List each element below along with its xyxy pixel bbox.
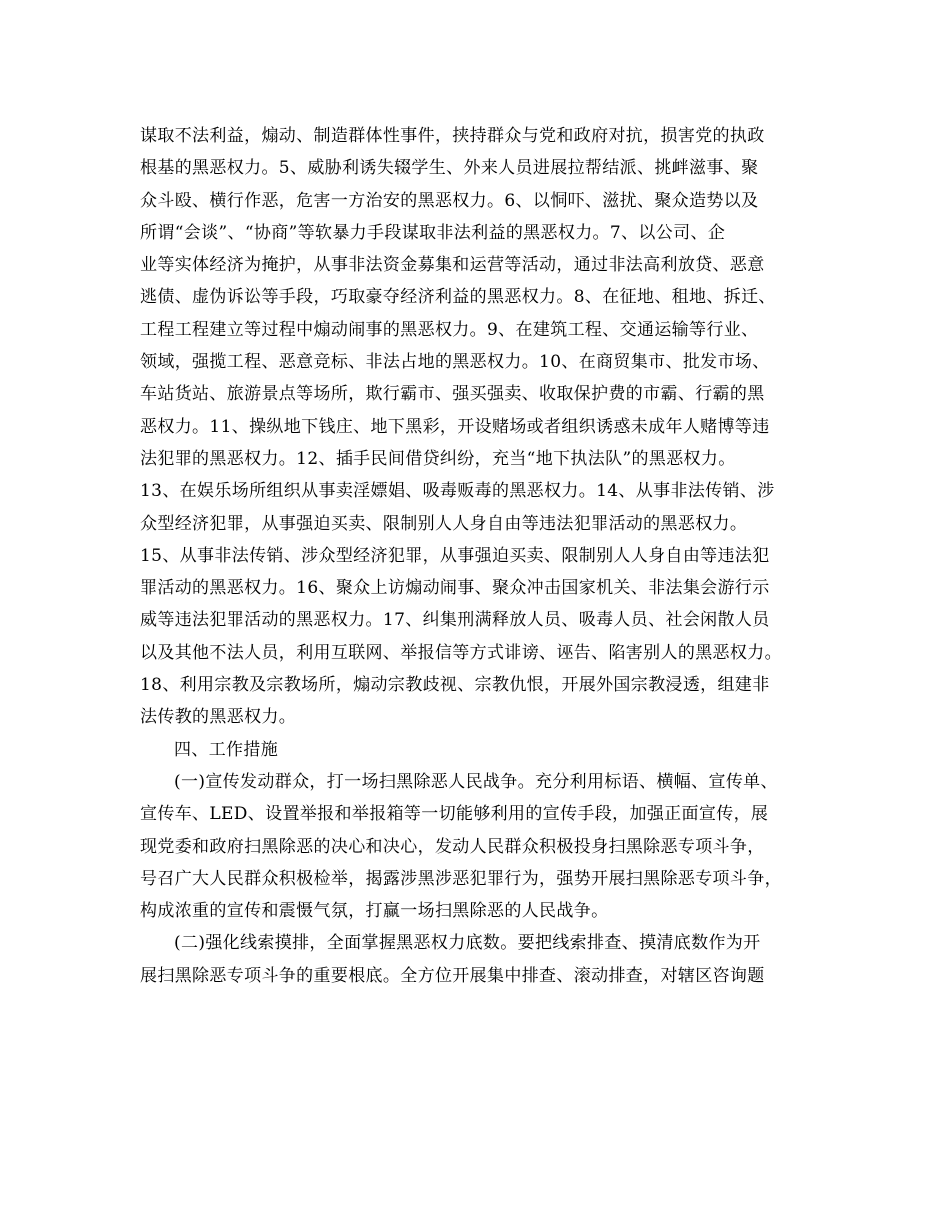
text-line: 四、工作措施 <box>174 739 279 760</box>
text-line: 车站货站、旅游景点等场所，欺行霸市、强买强卖、收取保护费的市霸、行霸的黑 <box>140 384 765 405</box>
text-line: 威等违法犯罪活动的黑恶权力。17、纠集刑满释放人员、吸毒人员、社会闲散人员 <box>140 610 770 631</box>
text-line: 众斗殴、横行作恶，危害一方治安的黑恶权力。6、以恫吓、滋扰、聚众造势以及 <box>140 190 759 211</box>
text-line: 现党委和政府扫黑除恶的决心和决心，发动人民群众积极投身扫黑除恶专项斗争， <box>140 836 765 857</box>
text-line: 逃债、虚伪诉讼等手段，巧取豪夺经济利益的黑恶权力。8、在征地、租地、拆迁、 <box>140 287 776 308</box>
text-line: 工程工程建立等过程中煽动闹事的黑恶权力。9、在建筑工程、交通运输等行业、 <box>140 319 759 340</box>
text-line: 以及其他不法人员，利用互联网、举报信等方式诽谤、诬告、陷害别人的黑恶权力。 <box>140 642 782 663</box>
text-line: (一)宣传发动群众，打一场扫黑除恶人民战争。充分利用标语、横幅、宣传单、 <box>174 771 778 792</box>
text-line: 业等实体经济为掩护，从事非法资金募集和运营等活动，通过非法高利放贷、恶意 <box>140 255 765 276</box>
text-line: 展扫黑除恶专项斗争的重要根底。全方位开展集中排查、滚动排查，对辖区咨询题 <box>140 965 765 986</box>
text-line: 13、在娱乐场所组织从事卖淫嫖娼、吸毒贩毒的黑恶权力。14、从事非法传销、涉 <box>140 481 775 502</box>
text-line: 所谓“会谈”、“协商”等软暴力手段谋取非法利益的黑恶权力。7、以公司、企 <box>140 222 726 243</box>
text-line: 18、利用宗教及宗教场所，煽动宗教歧视、宗教仇恨，开展外国宗教浸透，组建非 <box>140 675 770 696</box>
text-line: 罪活动的黑恶权力。16、聚众上访煽动闹事、聚众冲击国家机关、非法集会游行示 <box>140 578 770 599</box>
text-line: 15、从事非法传销、涉众型经济犯罪，从事强迫买卖、限制别人人身自由等违法犯 <box>140 545 770 566</box>
text-line: 根基的黑恶权力。5、威胁利诱失辍学生、外来人员进展拉帮结派、挑衅滋事、聚 <box>140 158 759 179</box>
text-line: 领域，强揽工程、恶意竞标、非法占地的黑恶权力。10、在商贸集市、批发市场、 <box>140 352 770 373</box>
text-line: 法传教的黑恶权力。 <box>140 707 297 728</box>
text-line: 宣传车、LED、设置举报和举报箱等一切能够利用的宣传手段，加强正面宣传，展 <box>140 804 769 825</box>
text-line: 构成浓重的宣传和震慑气氛，打赢一场扫黑除恶的人民战争。 <box>140 901 609 922</box>
text-line: (二)强化线索摸排，全面掌握黑恶权力底数。要把线索排查、摸清底数作为开 <box>174 933 761 954</box>
text-line: 号召广大人民群众积极检举，揭露涉黑涉恶犯罪行为，强势开展扫黑除恶专项斗争， <box>140 868 782 889</box>
text-line: 恶权力。11、操纵地下钱庄、地下黑彩，开设赌场或者组织诱惑未成年人赌博等违 <box>140 416 770 437</box>
text-line: 谋取不法利益，煽动、制造群体性事件，挟持群众与党和政府对抗，损害党的执政 <box>140 126 765 146</box>
text-line: 法犯罪的黑恶权力。12、插手民间借贷纠纷，充当“地下执法队”的黑恶权力。 <box>140 448 736 469</box>
document-body <box>140 120 830 992</box>
text-line: 众型经济犯罪，从事强迫买卖、限制别人人身自由等违法犯罪活动的黑恶权力。 <box>140 513 748 534</box>
